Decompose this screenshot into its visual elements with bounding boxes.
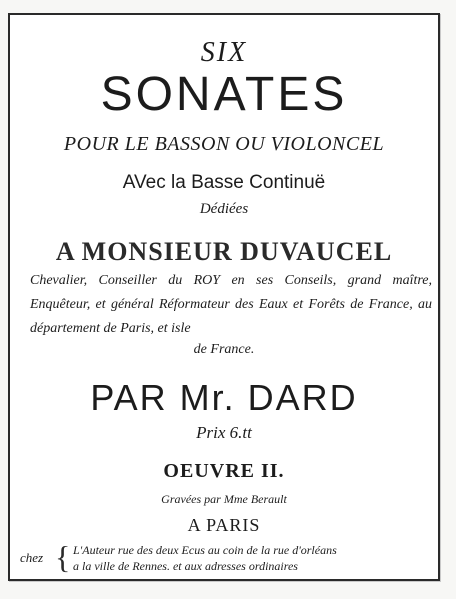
title-sonates: SONATES	[100, 68, 348, 121]
chez-label: chez	[20, 550, 44, 565]
publication-place: A PARIS	[187, 515, 261, 535]
composer-name: PAR Mr. DARD	[90, 377, 358, 418]
title-instrumentation: POUR LE BASSON OU VIOLONCEL	[63, 133, 385, 155]
title-dedication-label: Dédiées	[199, 201, 249, 217]
address-line-1: L'Auteur rue des deux Ecus au coin de la rue d'orléans	[73, 543, 337, 557]
title-six: SIX	[200, 37, 248, 68]
opus-number: OEUVRE II.	[163, 460, 285, 482]
engraver-credit: Gravées par Mme Berault	[161, 492, 287, 506]
dedicatee-description: Chevalier, Conseiller du ROY en ses Conseils, grand maître, Enquêteur, et général Réformateur des Eaux et Forêts de France, au département de Paris, et isle	[30, 273, 432, 336]
curly-brace-icon: {	[55, 539, 71, 575]
dedicatee-name: A MONSIEUR DUVAUCEL	[55, 237, 393, 266]
address-line-2: a la ville de Rennes. et aux adresses ordinaires	[73, 559, 298, 573]
price: Prix 6.tt	[196, 423, 252, 442]
publisher-addresses	[20, 539, 440, 577]
title-page-sheet	[8, 13, 440, 581]
title-basso-continuo: AVec la Basse Continuë	[122, 172, 326, 193]
dedicatee-description-end: de France.	[193, 342, 255, 357]
